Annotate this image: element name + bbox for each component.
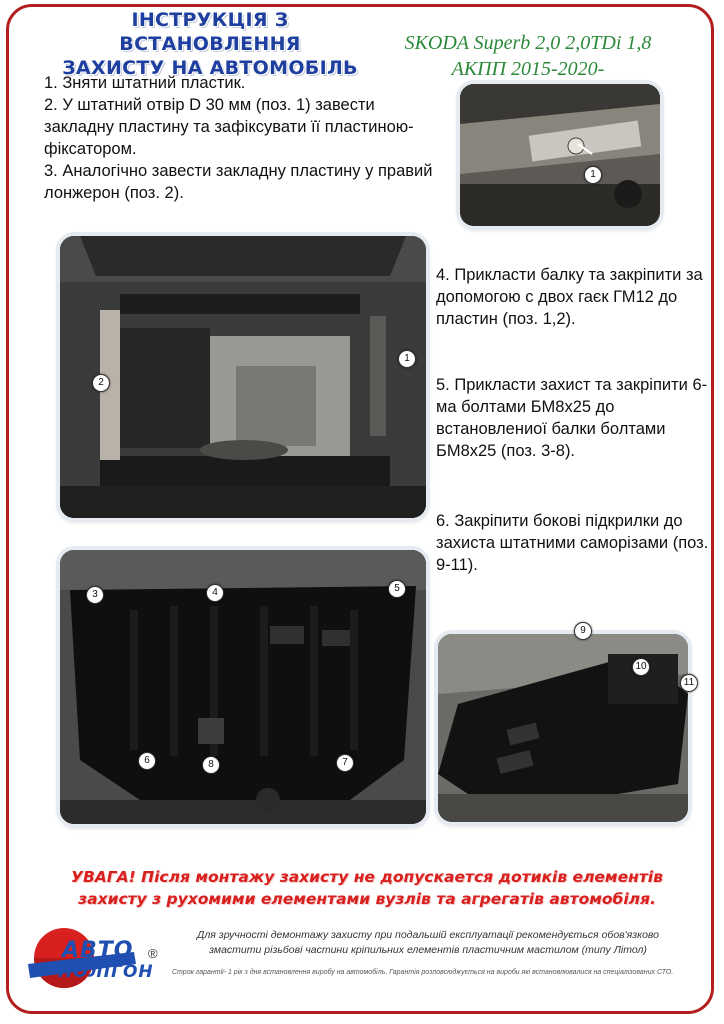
note-line-1: Для зручності демонтажу захисту при подальшій експлуатації рекомендується обов'язково: [196, 929, 660, 941]
steps-right-3: [436, 510, 716, 576]
step-1: 1. Зняти штатний пластик.: [44, 74, 246, 92]
title-line-1: ІНСТРУКЦІЯ З ВСТАНОВЛЕННЯ: [119, 9, 301, 55]
step-2: 2. У штатний отвір D 30 мм (поз. 1) завести закладну пластину та зафіксувати її пластиною-фіксатором.: [44, 96, 414, 158]
callout-11: 11: [680, 674, 698, 692]
callout-6: 6: [138, 752, 156, 770]
step-3: 3. Аналогічно завести закладну пластину у правий лонжерон (поз. 2).: [44, 162, 433, 202]
photo-side-fenders-image: [438, 634, 688, 822]
callout-2-photo2: 2: [92, 374, 110, 392]
callout-1-photo1: 1: [584, 166, 602, 184]
callout-1-photo2: 1: [398, 350, 416, 368]
callout-3: 3: [86, 586, 104, 604]
warning-text: [62, 866, 672, 910]
step-6: 6. Закріпити бокові підкрилки до захиста штатними саморізами (поз. 9-11).: [436, 512, 709, 574]
steps-top: [44, 72, 444, 204]
photo-mount-point: [460, 84, 660, 226]
photo-subframe: [60, 236, 426, 518]
callout-5: 5: [388, 580, 406, 598]
callout-8: 8: [202, 756, 220, 774]
steps-right-1: [436, 264, 716, 330]
car-model-line-1: SKODA Superb 2,0 2,0TDi 1,8: [404, 32, 652, 54]
photo-side-fenders: [438, 634, 688, 822]
title-line-2: ЗАХИСТУ НА АВТОМОБІЛЬ: [62, 57, 358, 79]
photo-plate-installed-image: [60, 550, 426, 824]
step-4: 4. Прикласти балку та закріпити за допомогою с двох гаєк ГМ12 до пластин (поз. 1,2).: [436, 266, 703, 328]
lubrication-note: [168, 928, 688, 958]
logo-text-1: АВТО: [62, 938, 134, 963]
page-title: [60, 8, 360, 80]
warning-line-1: УВАГА! Після монтажу захисту не допускается дотиків елементів: [71, 868, 663, 886]
guarantee-text: Строк гарантії- 1 рік з дня встановлення виробу на автомобіль. Гарантія розповсюджується на вироби які встановлювалися на спеціалізованих СТО.: [172, 969, 674, 976]
steps-right-2: [436, 374, 716, 462]
callout-9: 9: [574, 622, 592, 640]
logo-text-2: ПОЛІГОН: [58, 962, 154, 982]
step-5: 5. Прикласти захист та закріпити 6-ма болтами БМ8х25 до встановлениої балки болтами БМ8х25 (поз. 3-8).: [436, 376, 708, 460]
callout-10: 10: [632, 658, 650, 676]
callout-4: 4: [206, 584, 224, 602]
callout-7: 7: [336, 754, 354, 772]
warning-line-2: захисту з рухомими елементами вузлів та агрегатів автомобіля.: [78, 890, 656, 908]
note-line-2: змастити різьбові частини кріпильних елементів пластичним мастилом (типу Літол): [209, 944, 647, 956]
photo-mount-point-image: [460, 84, 660, 226]
car-model-line-2: АКПП 2015-2020-: [451, 58, 605, 80]
photo-subframe-image: [60, 236, 426, 518]
photo-plate-installed: [60, 550, 426, 824]
registered-mark: ®: [148, 946, 158, 961]
